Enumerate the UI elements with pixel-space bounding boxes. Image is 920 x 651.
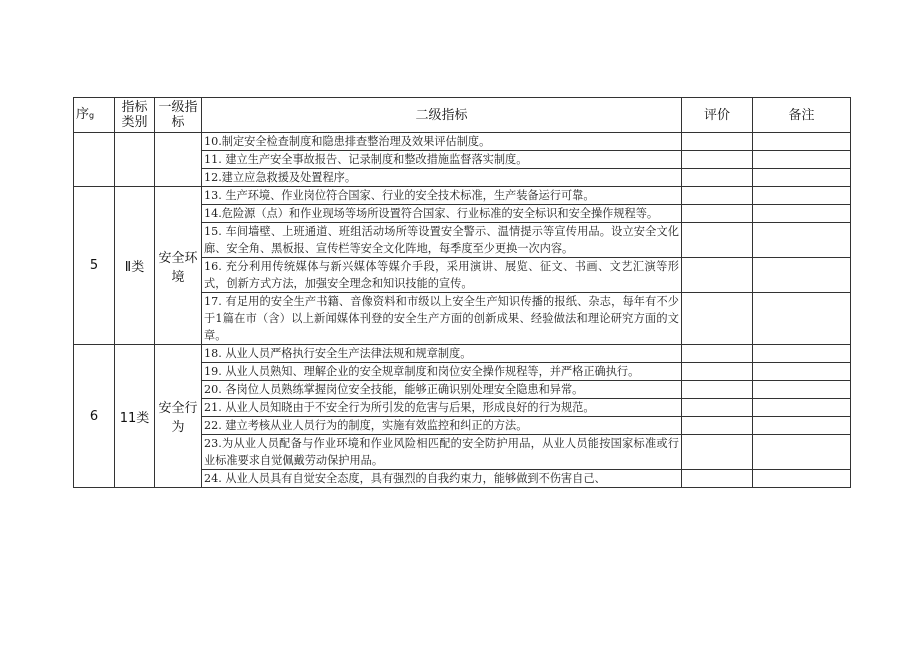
eval-cell[interactable] [682, 151, 753, 169]
remark-cell[interactable] [753, 435, 851, 470]
remark-cell[interactable] [753, 223, 851, 258]
remark-cell[interactable] [753, 205, 851, 223]
indicator-table [73, 97, 851, 488]
eval-cell[interactable] [682, 258, 753, 293]
cell-category: Ⅱ类 [115, 187, 155, 345]
header-level2: 二级指标 [202, 98, 682, 133]
cell-no-empty [74, 133, 115, 187]
level2-item: 20. 各岗位人员熟练掌握岗位安全技能，能够正确识别处理安全隐患和异常。 [202, 381, 682, 399]
header-eval: 评价 [682, 98, 753, 133]
eval-cell[interactable] [682, 417, 753, 435]
eval-cell[interactable] [682, 470, 753, 488]
cell-category-empty [115, 133, 155, 187]
cell-no: 6 [74, 345, 115, 488]
header-remark: 备注 [753, 98, 851, 133]
eval-cell[interactable] [682, 223, 753, 258]
cell-no: 5 [74, 187, 115, 345]
table-row [74, 187, 851, 205]
remark-cell[interactable] [753, 345, 851, 363]
level2-item: 22. 建立考核从业人员行为的制度，实施有效监控和纠正的方法。 [202, 417, 682, 435]
cell-level1-empty [155, 133, 202, 187]
level2-item: 18. 从业人员严格执行安全生产法律法规和规章制度。 [202, 345, 682, 363]
eval-cell[interactable] [682, 363, 753, 381]
remark-cell[interactable] [753, 133, 851, 151]
remark-cell[interactable] [753, 417, 851, 435]
remark-cell[interactable] [753, 363, 851, 381]
level2-item: 14.危险源（点）和作业现场等场所设置符合国家、行业标准的安全标识和安全操作规程等。 [202, 205, 682, 223]
level2-item: 19. 从业人员熟知、理解企业的安全规章制度和岗位安全操作规程等，并严格正确执行。 [202, 363, 682, 381]
level2-item: 10.制定安全检查制度和隐患排查整治理及效果评估制度。 [202, 133, 682, 151]
eval-cell[interactable] [682, 293, 753, 345]
level2-item: 13. 生产环境、作业岗位符合国家、行业的安全技术标准，生产装备运行可靠。 [202, 187, 682, 205]
header-category: 指标类别 [115, 98, 155, 133]
header-no: 序g [74, 98, 115, 133]
header-row [74, 98, 851, 133]
eval-cell[interactable] [682, 435, 753, 470]
level2-item: 17. 有足用的安全生产书籍、音像资料和市级以上安全生产知识传播的报纸、杂志，每年有不少于1篇在市（含）以上新闻媒体刊登的安全生产方面的创新成果、经验做法和理论研究方面的文章。 [202, 293, 682, 345]
table-row [74, 345, 851, 363]
eval-cell[interactable] [682, 399, 753, 417]
header-level1: 一级指标 [155, 98, 202, 133]
eval-cell[interactable] [682, 205, 753, 223]
remark-cell[interactable] [753, 151, 851, 169]
cell-category: 11类 [115, 345, 155, 488]
remark-cell[interactable] [753, 187, 851, 205]
eval-cell[interactable] [682, 133, 753, 151]
cell-level1: 安全行为 [155, 345, 202, 488]
cell-level1: 安全环境 [155, 187, 202, 345]
remark-cell[interactable] [753, 169, 851, 187]
level2-item: 21. 从业人员知晓由于不安全行为所引发的危害与后果，形成良好的行为规范。 [202, 399, 682, 417]
eval-cell[interactable] [682, 187, 753, 205]
eval-cell[interactable] [682, 345, 753, 363]
eval-cell[interactable] [682, 169, 753, 187]
remark-cell[interactable] [753, 470, 851, 488]
table-row [74, 133, 851, 151]
remark-cell[interactable] [753, 293, 851, 345]
level2-item: 16. 充分利用传统媒体与新兴媒体等媒介手段，采用演讲、展览、征文、书画、文艺汇演等形式，创新方式方法，加强安全理念和知识技能的宣传。 [202, 258, 682, 293]
eval-cell[interactable] [682, 381, 753, 399]
level2-item: 24. 从业人员具有自觉安全态度，具有强烈的自我约束力，能够做到不伤害自己、 [202, 470, 682, 488]
level2-item: 15. 车间墙壁、上班通道、班组活动场所等设置安全警示、温情提示等宣传用品。设立安全文化廊、安全角、黑板报、宣传栏等安全文化阵地，每季度至少更换一次内容。 [202, 223, 682, 258]
remark-cell[interactable] [753, 258, 851, 293]
remark-cell[interactable] [753, 399, 851, 417]
remark-cell[interactable] [753, 381, 851, 399]
level2-item: 23.为从业人员配备与作业环境和作业风险相匹配的安全防护用品，从业人员能按国家标准或行业标准要求自觉佩戴劳动保护用品。 [202, 435, 682, 470]
level2-item: 12.建立应急救援及处置程序。 [202, 169, 682, 187]
level2-item: 11. 建立生产安全事故报告、记录制度和整改措施监督落实制度。 [202, 151, 682, 169]
